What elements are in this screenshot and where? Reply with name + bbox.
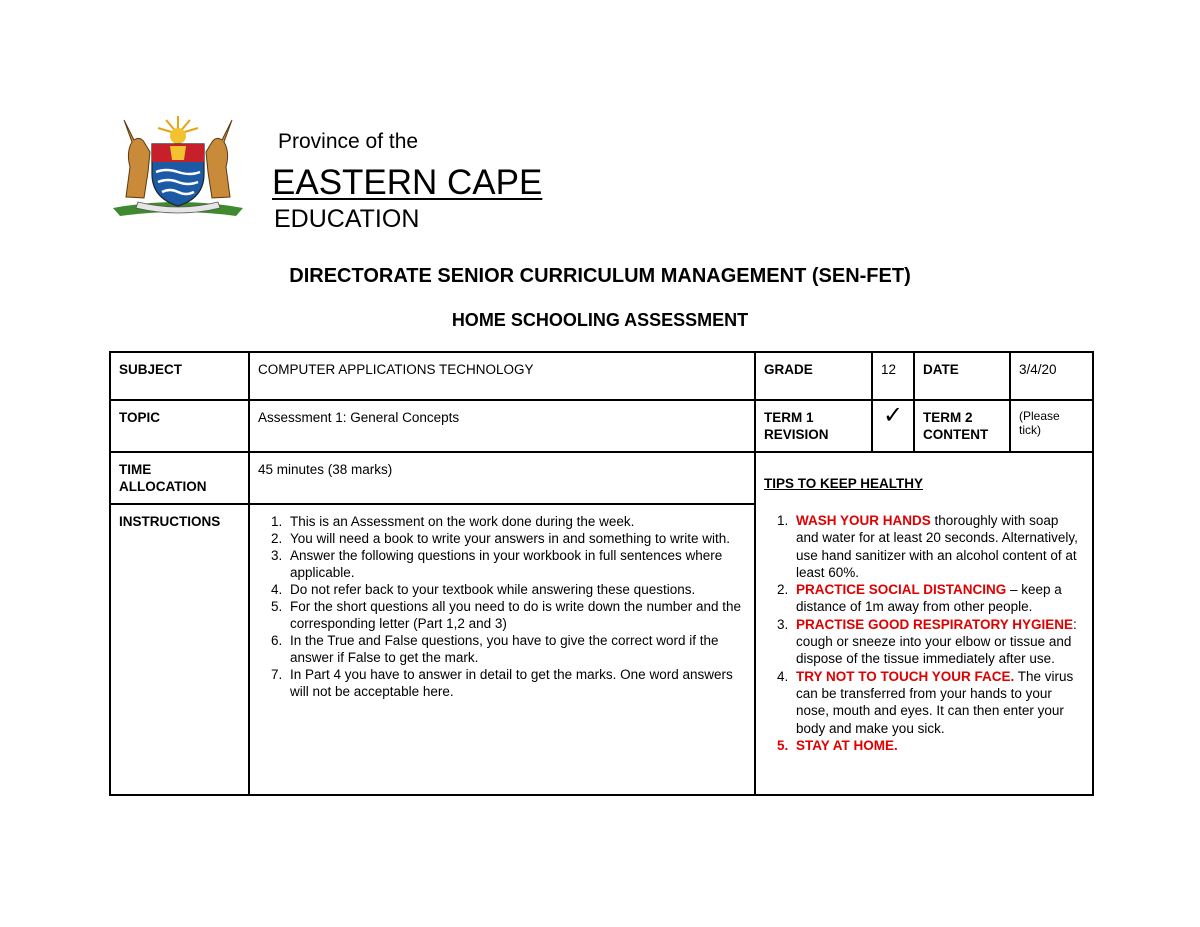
instructions-label: INSTRUCTIONS [110, 504, 249, 795]
instructions-cell [249, 504, 755, 795]
term2-label: TERM 2 CONTENT [914, 400, 1010, 452]
department-title: EDUCATION [274, 205, 420, 233]
topic-label: TOPIC [110, 400, 249, 452]
tip-item: 4. TRY NOT TO TOUCH YOUR FACE. The virus can be transferred from your hands to your nose, mouth and eyes. It can then enter your body and make you sick. [792, 668, 1084, 737]
province-text: Province of the [278, 130, 419, 153]
instruction-item: 4. Do not refer back to your textbook while answering these questions. [286, 581, 746, 598]
tip-item: 1. WASH YOUR HANDS thoroughly with soap and water for at least 20 seconds. Alternatively, use hand sanitizer with an alcohol content of at least 60%. [792, 512, 1084, 581]
topic-value: Assessment 1: General Concepts [249, 400, 755, 452]
region-title: EASTERN CAPE [272, 163, 543, 202]
date-value: 3/4/20 [1010, 352, 1093, 400]
instructions-list [258, 513, 746, 700]
tip-item: 3. PRACTISE GOOD RESPIRATORY HYGIENE: cough or sneeze into your elbow or tissue and dispose of the tissue immediately after use. [792, 616, 1084, 668]
grade-value: 12 [872, 352, 914, 400]
instruction-item: 7. In Part 4 you have to answer in detail to get the marks. One word answers will not be acceptable here. [286, 666, 746, 700]
term1-tick-icon: ✓ [872, 400, 914, 452]
grade-label: GRADE [755, 352, 872, 400]
table-row [110, 352, 1093, 400]
term1-label: TERM 1 REVISION [755, 400, 872, 452]
tips-cell [755, 452, 1093, 795]
coat-of-arms-logo [108, 112, 248, 222]
tips-title: TIPS TO KEEP HEALTHY [764, 476, 924, 491]
date-label: DATE [914, 352, 1010, 400]
time-allocation-value: 45 minutes (38 marks) [249, 452, 755, 504]
instruction-item: 1. This is an Assessment on the work done during the week. [286, 513, 746, 530]
assessment-heading: HOME SCHOOLING ASSESSMENT [451, 310, 749, 330]
table-row [110, 400, 1093, 452]
table-row [110, 452, 1093, 504]
directorate-heading: DIRECTORATE SENIOR CURRICULUM MANAGEMENT (SEN-FET) [289, 265, 911, 287]
tip-item: 5. STAY AT HOME. [792, 737, 1084, 754]
subject-label: SUBJECT [110, 352, 249, 400]
tips-list [764, 512, 1084, 754]
instruction-item: 2. You will need a book to write your answers in and something to write with. [286, 530, 746, 547]
tip-item: 2. PRACTICE SOCIAL DISTANCING – keep a distance of 1m away from other people. [792, 581, 1084, 616]
instruction-item: 3. Answer the following questions in your workbook in full sentences where applicable. [286, 547, 746, 581]
time-allocation-label: TIME ALLOCATION [110, 452, 249, 504]
instruction-item: 5. For the short questions all you need to do is write down the number and the corresponding letter (Part 1,2 and 3) [286, 598, 746, 632]
please-tick-note: (Please tick) [1010, 400, 1093, 452]
instruction-item: 6. In the True and False questions, you have to give the correct word if the answer if False to get the mark. [286, 632, 746, 666]
subject-value: COMPUTER APPLICATIONS TECHNOLOGY [249, 352, 755, 400]
assessment-table [109, 351, 1094, 796]
